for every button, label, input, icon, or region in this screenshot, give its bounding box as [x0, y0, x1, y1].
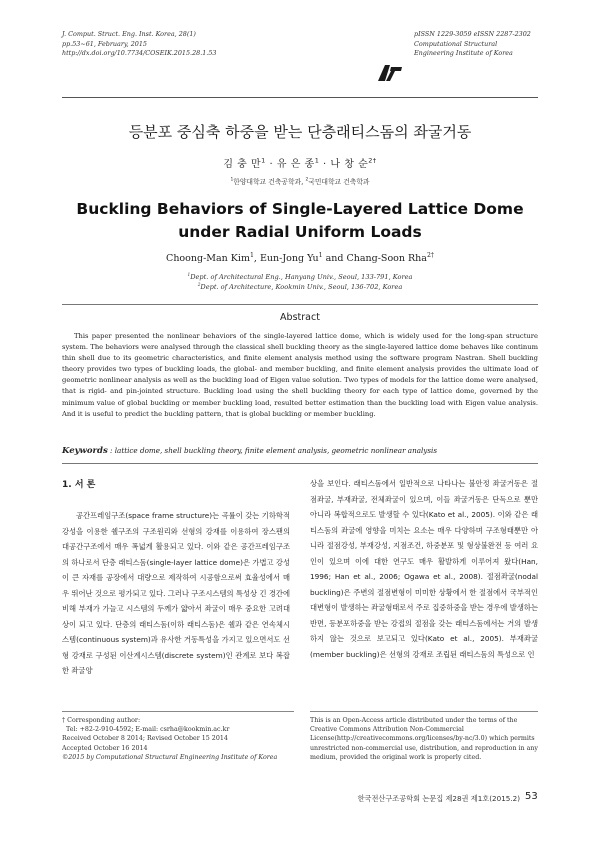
affiliation-superscript: 1 — [230, 177, 234, 183]
page-number: 53 — [525, 791, 538, 802]
affiliation-text: 국민대학교 건축학과 — [308, 178, 370, 186]
abstract-text: This paper presented the nonlinear behaviors of the single-layered lattice dome, which is widely used for the long-span structure system. The behaviors were analysed through the classical shell buckling theory as the single-layered lattice dome behaves like continum thin shell due to its geometric characteristics, and finite element analysis method using the software program Nastran. Shell buckling theory provides two types of buckling loads, the global- and member buckling, and finite element analysis provides the ultimate load of geometric nonlinear analysis as well as the buckling load of Eigen value solution. Two types of models for the lattice dome were analysed, that is rigid- and pin-jointed structure. Buckling load using the shell buckling theory for each type of lattice dome, governed by the minimum value of global buckling or member buckling load, resulted better estimation than the buckling load with Eigen value analysis. And it is useful to predict the buckling pattern, that is global buckling or member buckling. — [62, 332, 538, 418]
affiliations-english — [0, 273, 600, 292]
journal-issn — [414, 30, 531, 59]
author-superscript: 2† — [368, 156, 377, 165]
footnote-line: Tel: +82-2-910-4592; E-mail: csrha@kookmin.ac.kr — [62, 726, 230, 734]
journal-doi-link[interactable]: http://dx.doi.org/10.7734/COSEIK.2015.28.1.53 — [62, 49, 217, 58]
authors-korean: 김 충 만$^1$ · 유 은 종$^1$ · 나 창 순$^{2\dagger}$ — [223, 156, 377, 170]
affiliation-superscript: 2 — [305, 177, 309, 183]
author-superscript: 1 — [249, 251, 254, 259]
author-name: 나 창 순 — [330, 159, 369, 170]
footnote-line: ©2015 by Computational Structural Engineering Institute of Korea — [62, 753, 278, 761]
paper-title-english: Buckling Behaviors of Single-Layered Lattice Dome under Radial Uniform Loads — [76, 200, 524, 241]
footnote-line: Accepted October 16 2014 — [62, 744, 148, 752]
affiliation-text: Dept. of Architecture, Kookmin Univ., Seoul, 136-702, Korea — [200, 282, 403, 291]
author-name: 유 은 종 — [276, 159, 315, 170]
affiliation-superscript: 1 — [187, 272, 191, 278]
corresponding-author-footnote — [62, 716, 294, 762]
abstract-heading: Abstract — [280, 312, 320, 323]
author-name: Eun-Jong Yu — [259, 253, 319, 264]
author-name: 김 충 만 — [223, 159, 262, 170]
license-divider — [310, 711, 538, 712]
paper-title-korean: 등분포 중심축 하중을 받는 단층래티스돔의 좌굴거동 — [128, 123, 472, 141]
section-heading: 1. 서 론 — [62, 480, 96, 490]
footnote-divider — [62, 711, 294, 712]
keywords-text: : lattice dome, shell buckling theory, finite element analysis, geometric nonlinear analysis — [107, 446, 438, 455]
footnote-line: Received October 8 2014; Revised October 15 2014 — [62, 735, 228, 743]
authors-english: Choong-Man Kim$^1$, Eun-Jong Yu$^1$ and Chang-Soon Rha$^{2\dagger}$ — [166, 251, 434, 264]
header-divider — [62, 97, 538, 98]
footer-journal: 한국전산구조공학회 논문집 제28권 제1호(2015.2) — [357, 794, 520, 803]
body-column-right — [310, 476, 538, 663]
journal-citation — [62, 30, 216, 59]
abstract-top-divider — [62, 304, 538, 305]
keywords-label: Keywords — [62, 446, 108, 456]
abstract-bottom-divider — [62, 463, 538, 464]
journal-citation-line: J. Comput. Struct. Eng. Inst. Korea, 28(1) — [62, 30, 196, 38]
author-superscript: 2† — [426, 251, 434, 259]
publisher-line: Engineering Institute of Korea — [414, 49, 513, 58]
author-name: Choong-Man Kim — [166, 253, 250, 264]
journal-citation-line: pp.53~61, February, 2015 — [62, 39, 147, 48]
journal-logo-icon — [377, 64, 403, 82]
license-footnote: This is an Open-Access article distributed under the terms of the Creative Commons Attribution Non-Commercial License(http://creativecommons.org/licenses/by-nc/3.0) which permits unrestricted non-commercial use, distribution, and reproduction in any medium, provided the original work is properly cited. — [310, 717, 538, 761]
body-column-left — [62, 508, 290, 679]
author-name: Chang-Soon Rha — [346, 253, 427, 264]
issn-line: pISSN 1229-3059 eISSN 2287-2302 — [414, 30, 531, 38]
body-paragraph: 공간프레임구조(space frame structure)는 곡률이 갖는 기하학적 강성을 이용한 쉘구조의 구조원리와 선형의 강재를 이용하여 장스팬의 대공간구조에서 매우 폭넓게 활용되고 있다. 이와 같은 공간프레임구조의 하나로서 단층 래티스돔(single-layer lattice dome)은 가볍고 강성이 큰 자재를 공장에서 대량으로 제작하여 시공함으로써 효율성에서 매우 뛰어난 것으로 평가되고 있다. 그러나 구조시스템의 특성상 긴 경간에 비해 부재가 가늘고 시스템의 두께가 얇아서 좌굴이 매우 중요한 고려대상이 되고 있다. 단층의 래티스돔(이하 래티스돔)은 쉘과 같은 연속체시스템(continuous system)과 유사한 거동특성을 가지고 있으면서도 선형 강재로 구성된 이산계시스템(discrete system)인 관계로 보다 복잡한 좌굴양 — [62, 511, 290, 676]
author-superscript: 1 — [261, 156, 266, 165]
affiliation-superscript: 2 — [197, 282, 201, 288]
publisher-line: Computational Structural — [414, 39, 498, 48]
affiliations-korean — [0, 176, 600, 186]
footnote-line: † Corresponding author: — [62, 717, 141, 724]
body-paragraph: 상을 보인다. 래티스돔에서 일반적으로 나타나는 불안정 좌굴거동은 절점좌굴, 부재좌굴, 전체좌굴이 있으며, 이들 좌굴거동은 단독으로 뿐만 아니라 복합적으로도 발생할 수 있다(Kato et al., 2005). 이와 같은 래티스돔의 좌굴에 영향을 미치는 요소는 매우 다양하며 구조형태뿐만 아니라 절점강성, 부재강성, 지점조건, 하중분포 및 형상불완전 등 여러 요인이 있으며 이에 대한 연구도 매우 활발하게 이루어져 왔다(Han, 1996; Han et al., 2006; Ogawa et al., 2008). 절점좌굴(nodal buckling)은 주변의 절점변형이 미미한 상황에서 한 절점에서 국부적인 대변형이 발생하는 좌굴형태로서 주로 집중하중을 받는 경우에 발생하는 반면, 등분포하중을 받는 강접의 절점을 갖는 래티스돔에서는 거의 발생하지 않는 것으로 보고되고 있다(Kato et al., 2005). 부재좌굴(member buckling)은 선형의 강재로 조립된 래티스돔의 특성으로 인 — [310, 479, 538, 660]
affiliation-text: Dept. of Architectural Eng., Hanyang Univ., Seoul, 133-791, Korea — [190, 273, 413, 281]
affiliation-text: 한양대학교 건축공학과, — [233, 178, 306, 186]
author-superscript: 1 — [314, 156, 320, 165]
keywords — [62, 446, 538, 456]
author-superscript: 1 — [318, 251, 323, 259]
